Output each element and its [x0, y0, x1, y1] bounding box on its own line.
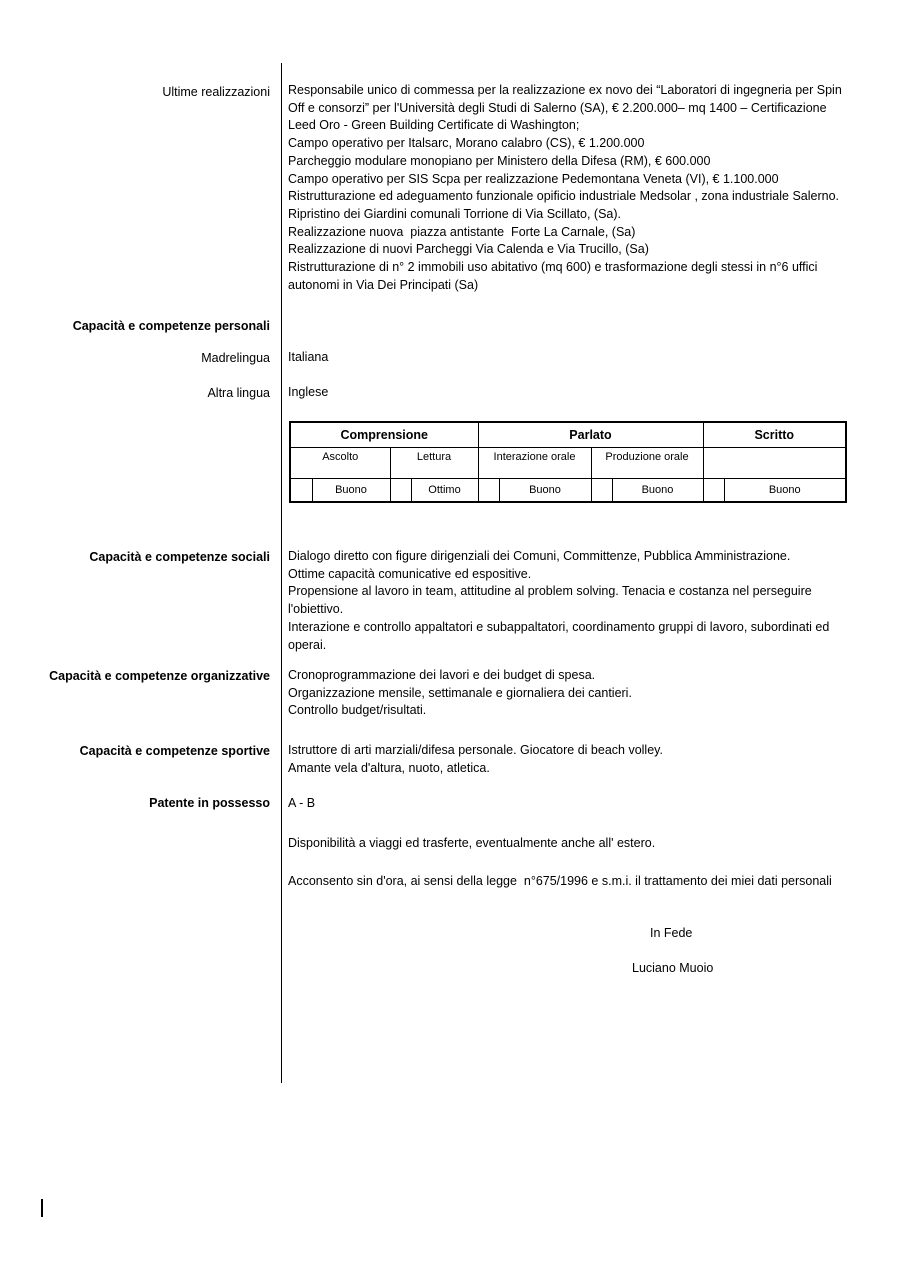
text-line: Leed Oro - Green Building Certificate di Washington; — [288, 118, 580, 133]
text-line: Campo operativo per SIS Scpa per realizzazione Pedemontana Veneta (VI), € 1.100.000 — [288, 171, 779, 186]
content-capacita-sociali — [288, 548, 873, 654]
text-line: Responsabile unico di commessa per la realizzazione ex novo dei “Laboratori di ingegneria per Spin — [288, 83, 842, 97]
language-skills-table — [289, 421, 847, 503]
text-line: Campo operativo per Italsarc, Morano calabro (CS), € 1.200.000 — [288, 136, 645, 151]
text-line: Ripristino dei Giardini comunali Torrione di Via Scillato, (Sa). — [288, 206, 622, 221]
text-cursor-mark — [41, 1199, 43, 1217]
text-line: Ristrutturazione ed adeguamento funzionale opificio industriale Medsolar , zona industriale Salerno. — [288, 189, 840, 204]
lang-level-produzione: Buono — [612, 479, 703, 503]
label-capacita-personali: Capacità e competenze personali — [72, 319, 270, 333]
lang-header-parlato: Parlato — [478, 422, 703, 448]
text-line: Amante vela d'altura, nuoto, atletica. — [288, 760, 490, 775]
text-line: Ristrutturazione di n° 2 immobili uso abitativo (mq 600) e trasformazione degli stessi in n°6 uffici — [288, 260, 818, 275]
text-line: Ottime capacità comunicative ed espositive. — [288, 566, 532, 581]
label-capacita-sociali: Capacità e competenze sociali — [89, 550, 270, 564]
lang-level-code-cell — [290, 479, 312, 503]
lang-level-interazione: Buono — [499, 479, 591, 503]
content-capacita-organizzative — [288, 667, 873, 720]
text-line: Cronoprogrammazione dei lavori e dei budget di spesa. — [288, 668, 596, 682]
signature-in-fede: In Fede — [650, 926, 693, 940]
lang-header-scritto: Scritto — [703, 422, 846, 448]
label-patente: Patente in possesso — [149, 796, 270, 810]
label-ultime-realizzazioni: Ultime realizzazioni — [162, 85, 270, 99]
text-line: Controllo budget/risultati. — [288, 703, 427, 718]
lang-sub-lettura: Lettura — [390, 448, 478, 479]
text-line: Dialogo diretto con figure dirigenziali dei Comuni, Committenze, Pubblica Amministrazione. — [288, 549, 791, 563]
lang-level-lettura: Ottimo — [411, 479, 478, 503]
text-line: autonomi in Via Dei Principati (Sa) — [288, 277, 479, 292]
text-line: l'obiettivo. — [288, 602, 344, 617]
text-consenso-privacy: Acconsento sin d'ora, ai sensi della legge n°675/1996 e s.m.i. il trattamento dei miei dati personali — [288, 874, 832, 888]
signature-name: Luciano Muoio — [632, 961, 714, 975]
text-disponibilita: Disponibilità a viaggi ed trasferte, eventualmente anche all' estero. — [288, 836, 656, 850]
label-capacita-sportive: Capacità e competenze sportive — [79, 744, 270, 758]
text-line: Organizzazione mensile, settimanale e giornaliera dei cantieri. — [288, 685, 632, 700]
lang-sub-interazione-orale: Interazione orale — [478, 448, 591, 479]
text-line: Realizzazione nuova piazza antistante Forte La Carnale, (Sa) — [288, 224, 636, 239]
value-altra-lingua: Inglese — [288, 385, 329, 399]
lang-sub-produzione-orale: Produzione orale — [591, 448, 703, 479]
text-line: operai. — [288, 637, 327, 652]
text-line: Off e consorzi” per l'Università degli Studi di Salerno (SA), € 2.200.000– mq 1400 – Certificazione — [288, 100, 827, 115]
value-patente: A - B — [288, 796, 316, 810]
lang-level-code-cell — [591, 479, 612, 503]
label-capacita-organizzative: Capacità e competenze organizzative — [49, 669, 270, 683]
lang-level-ascolto: Buono — [312, 479, 390, 503]
lang-level-code-cell — [390, 479, 411, 503]
label-altra-lingua: Altra lingua — [207, 386, 270, 400]
text-line: Propensione al lavoro in team, attitudine al problem solving. Tenacia e costanza nel perseguire — [288, 584, 812, 599]
value-madrelingua: Italiana — [288, 350, 329, 364]
content-capacita-sportive — [288, 742, 873, 777]
lang-level-scritto: Buono — [724, 479, 846, 503]
column-divider-line — [281, 63, 282, 1083]
label-madrelingua: Madrelingua — [201, 351, 270, 365]
lang-level-code-cell — [478, 479, 499, 503]
lang-level-code-cell — [703, 479, 724, 503]
lang-header-comprensione: Comprensione — [290, 422, 478, 448]
content-ultime-realizzazioni — [288, 82, 873, 294]
text-line: Realizzazione di nuovi Parcheggi Via Calenda e Via Trucillo, (Sa) — [288, 242, 649, 257]
lang-sub-scritto-empty — [703, 448, 846, 479]
text-line: Parcheggio modulare monopiano per Ministero della Difesa (RM), € 600.000 — [288, 153, 711, 168]
lang-sub-ascolto: Ascolto — [290, 448, 390, 479]
text-line: Istruttore di arti marziali/difesa personale. Giocatore di beach volley. — [288, 743, 663, 757]
text-line: Interazione e controllo appaltatori e subappaltatori, coordinamento gruppi di lavoro, subordinati ed — [288, 619, 830, 634]
